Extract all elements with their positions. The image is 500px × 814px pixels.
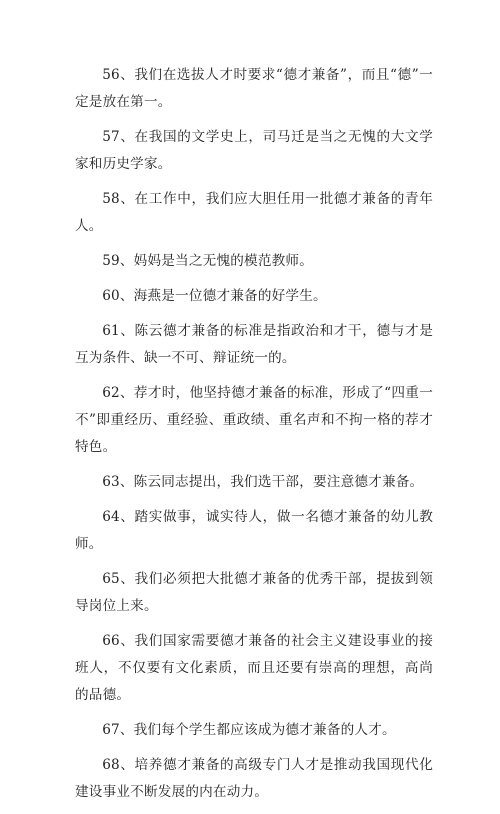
sentence-item-63: 63、陈云同志提出，我们选干部，要注意德才兼备。 [102, 474, 424, 490]
sentence-item-66: 66、我们国家需要德才兼备的社会主义建设事业的接班人，不仅要有文化素质，而且还要有崇高的理想，高尚的品德。 [75, 633, 433, 703]
sentence-item-68: 68、培养德才兼备的高级专门人才是推动我国现代化建设事业不断发展的内在动力。 [75, 757, 433, 800]
sentence-item-62: 62、荐才时，他坚持德才兼备的标准，形成了“四重一不”即重经历、重经验、重政绩、重名声和不拘一格的荐才特色。 [75, 385, 433, 455]
sentence-item-65: 65、我们必须把大批德才兼备的优秀干部，提拔到领导岗位上来。 [75, 571, 433, 614]
sentence-item-64: 64、踏实做事，诚实待人，做一名德才兼备的幼儿教师。 [75, 509, 433, 552]
sentence-item-67: 67、我们每个学生都应该成为德才兼备的人才。 [102, 722, 396, 738]
sentence-item-59: 59、妈妈是当之无愧的模范教师。 [102, 253, 313, 269]
sentence-item-60: 60、海燕是一位德才兼备的好学生。 [102, 288, 327, 304]
sentence-item-58: 58、在工作中，我们应大胆任用一批德才兼备的青年人。 [75, 191, 433, 234]
sentence-item-57: 57、在我国的文学史上，司马迁是当之无愧的大文学家和历史学家。 [75, 129, 433, 172]
sentence-list [75, 62, 433, 814]
sentence-item-56: 56、我们在选拔人才时要求“德才兼备”，而且“德”一定是放在第一。 [75, 67, 433, 110]
sentence-item-61: 61、陈云德才兼备的标准是指政治和才干，德与才是互为条件、缺一不可、辩证统一的。 [75, 323, 433, 366]
